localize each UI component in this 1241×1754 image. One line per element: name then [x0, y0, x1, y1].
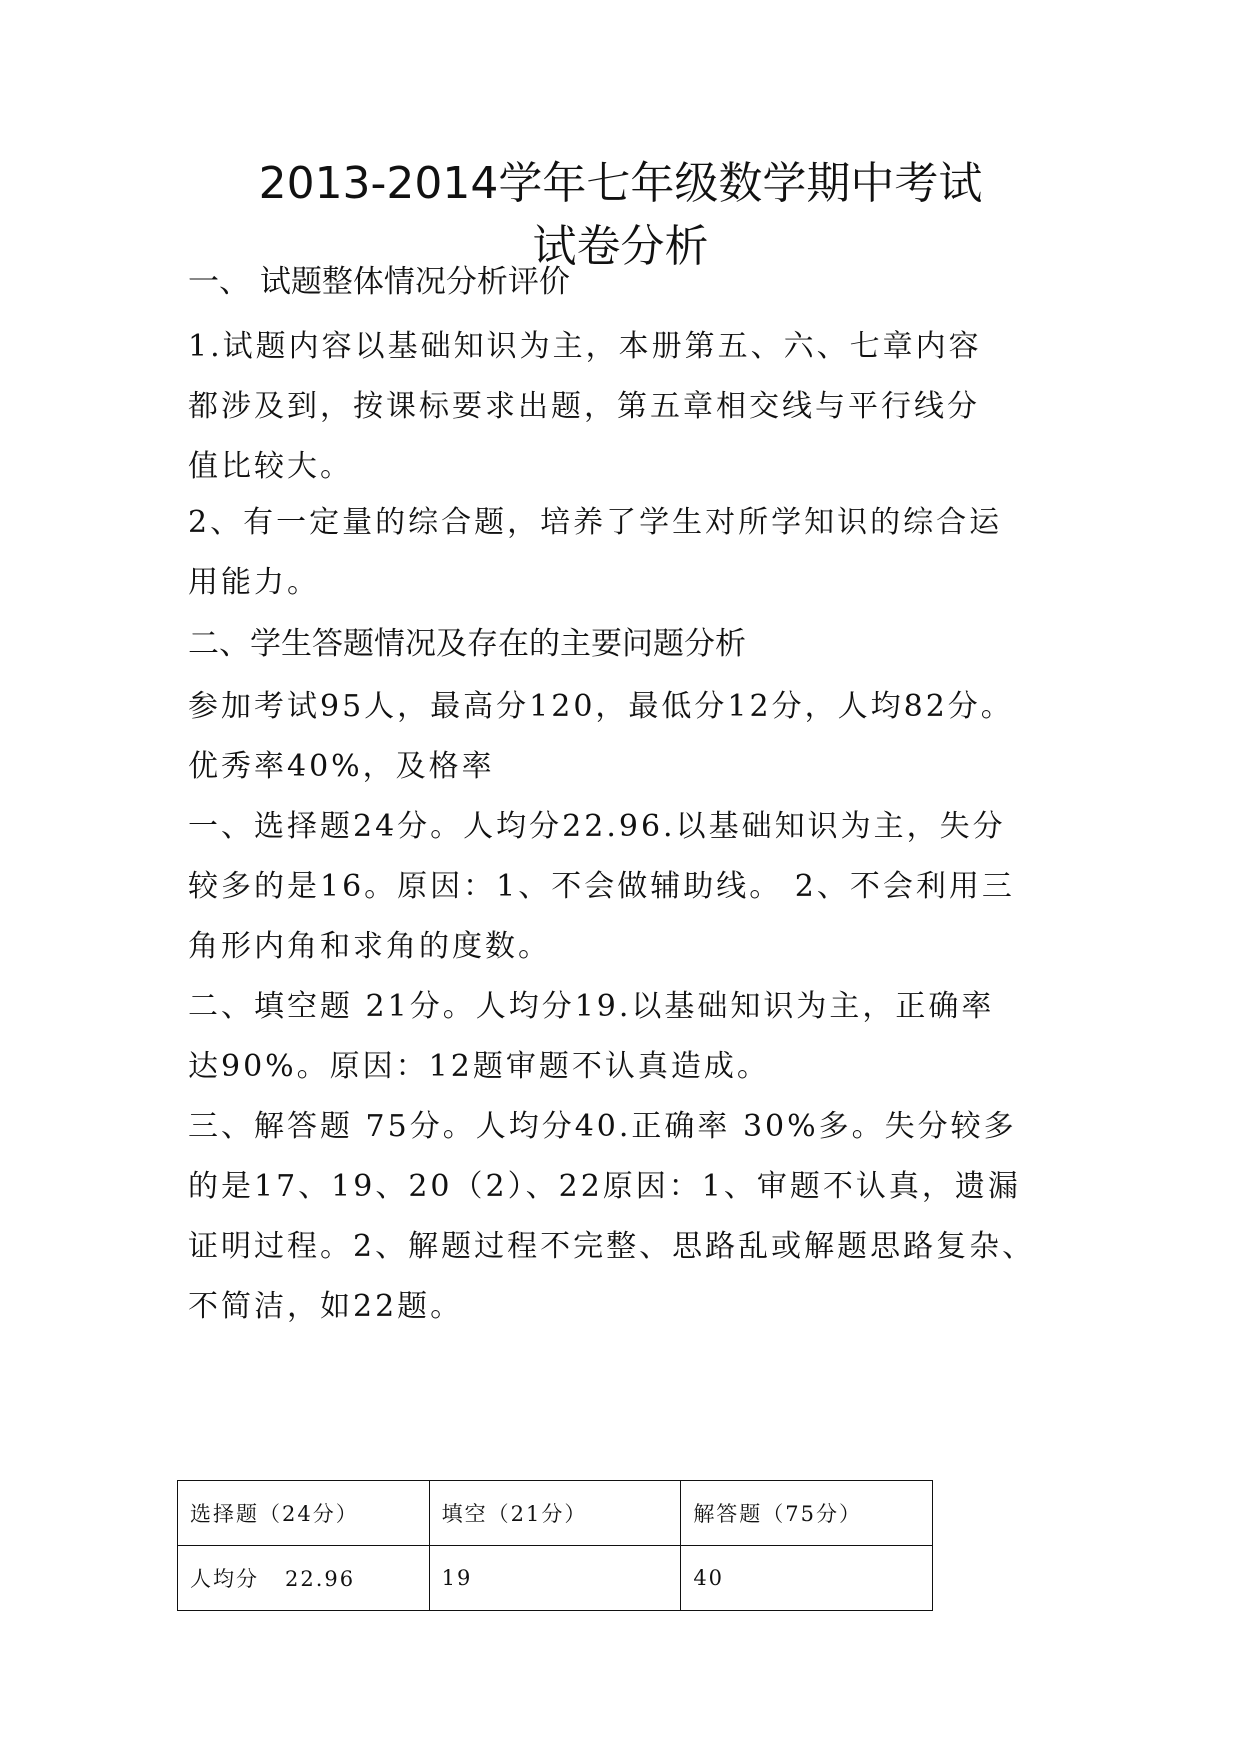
table-cell: 40: [681, 1546, 933, 1611]
section1-line: 2、有一定量的综合题，培养了学生对所学知识的综合运: [188, 505, 1003, 540]
section2-line: 较多的是16。原因：1、不会做辅助线。 2、不会利用三: [188, 869, 1015, 904]
table-header-cell: 填空（21分）: [429, 1481, 681, 1546]
section2-line: 二、填空题 21分。人均分19.以基础知识为主，正确率: [188, 989, 995, 1024]
section2-line: 不简洁，如22题。: [188, 1289, 464, 1324]
section2-line: 达90%。原因：12题审题不认真造成。: [188, 1049, 770, 1084]
section1-line: 都涉及到，按课标要求出题，第五章相交线与平行线分: [188, 389, 980, 424]
section2-heading: 二、学生答题情况及存在的主要问题分析: [188, 626, 746, 662]
section2-line: 一、选择题24分。人均分22.96.以基础知识为主，失分: [188, 809, 1006, 844]
table-header-cell: 解答题（75分）: [681, 1481, 933, 1546]
table-row: [178, 1546, 933, 1611]
document-subtitle: 试卷分析: [532, 221, 709, 272]
section2-line: 的是17、19、20（2）、22原因：1、审题不认真，遗漏: [188, 1169, 1021, 1204]
table-cell: 人均分 22.96: [178, 1546, 430, 1611]
section2-line: 三、解答题 75分。人均分40.正确率 30%多。失分较多: [188, 1109, 1017, 1144]
section2-line: 参加考试95人，最高分120，最低分12分，人均82分。: [188, 689, 1014, 724]
table-header-cell: 选择题（24分）: [178, 1481, 430, 1546]
section1-line: 值比较大。: [188, 449, 353, 484]
document-title: 2013-2014学年七年级数学期中考试: [258, 158, 983, 209]
results-table: [177, 1480, 933, 1611]
section2-line: 证明过程。2、解题过程不完整、思路乱或解题思路复杂、: [188, 1229, 1036, 1264]
section2-line: 角形内角和求角的度数。: [188, 929, 551, 964]
table-header-row: [178, 1481, 933, 1546]
section1-line: 用能力。: [188, 565, 320, 600]
table-cell: 19: [429, 1546, 681, 1611]
section1-heading: 一、 试题整体情况分析评价: [188, 264, 570, 300]
section1-line: 1.试题内容以基础知识为主，本册第五、六、七章内容: [188, 329, 982, 364]
section2-line: 优秀率40%，及格率: [188, 749, 495, 784]
